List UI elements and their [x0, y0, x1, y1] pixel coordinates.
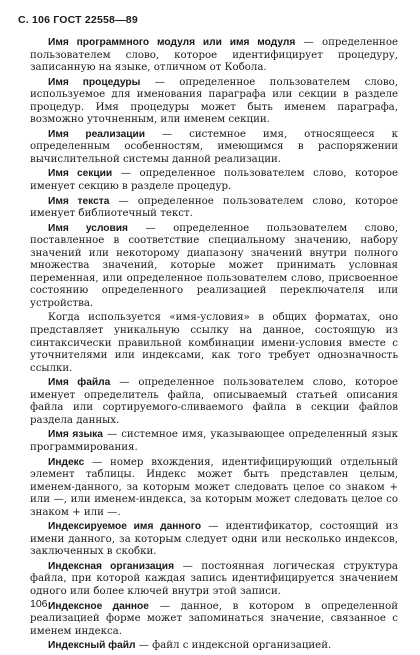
page-header: С. 106 ГОСТ 22558—89: [18, 14, 138, 26]
term: Имя секции: [48, 168, 113, 180]
definition: — системное имя, указывающее определенный язык программирования.: [30, 429, 399, 453]
entry-program-module-name: [30, 37, 398, 75]
entry-index-data-item: [30, 601, 398, 639]
definition: — постоянная логическая структура файла, при которой каждая запись идентифицируется значением одного или более ключей внутри этой записи.: [30, 560, 398, 597]
term: Индексная организация: [48, 560, 175, 572]
term: Имя реализации: [48, 128, 146, 140]
entry-section-name: [30, 168, 398, 193]
definition: — данное, в котором в определенной реализацией форме может запоминаться значение, связанное с именем индекса.: [30, 600, 398, 637]
term: Имя процедуры: [48, 76, 141, 88]
term: Имя языка: [48, 429, 103, 441]
entry-indexed-file: [30, 640, 398, 653]
definition: — определенное пользователем слово, которое именует определитель файла, описываемый статьей описания файла или сортируемого-сливаемого файла в секции файлов раздела данных.: [30, 377, 398, 426]
definition: — определенное пользователем слово, которое идентифицирует процедуру, записанную на языке, отличном от Кобола.: [30, 37, 399, 74]
definition: — определенное пользователем слово, которое именует секцию в разделе процедур.: [30, 168, 398, 193]
entry-file-name: [30, 377, 398, 427]
definition: — определенное пользователем слово, используемое для именования параграфа или секции в разделе процедур. Имя процедуры может быть именем параграфа, возможно уточненным, или именем секции.: [30, 76, 398, 126]
entry-subscript: [30, 457, 398, 520]
entry-subscripted-data-name: [30, 521, 398, 559]
entry-text-name: [30, 196, 398, 221]
definition: — номер вхождения, идентифицирующий отдельный элемент таблицы. Индекс может быть представлен целым, именем-данного, за которым может следовать целое со знаком + или —, или именем-индекса, за которым может следовать целое со знаком + или —.: [30, 456, 398, 518]
entry-implementor-name: [30, 129, 398, 167]
paragraph-condition-name-note: [30, 312, 398, 375]
entry-language-name: [30, 429, 398, 454]
term: Имя файла: [48, 377, 111, 389]
document-body: [30, 37, 398, 655]
term: Индексный файл: [48, 640, 136, 652]
entry-procedure-name: [30, 77, 398, 127]
term: Имя текста: [48, 195, 110, 207]
entry-indexed-organization: [30, 561, 398, 599]
definition: — файл с индексной организацией.: [135, 640, 332, 652]
term: Индекс: [48, 456, 85, 468]
term: Имя условия: [48, 222, 128, 234]
term: Индексное данное: [48, 600, 149, 612]
page-number: 106: [30, 598, 48, 610]
definition: — определенное пользователем слово, которое именует библиотечный текст.: [30, 195, 398, 220]
definition: — системное имя, относящееся к определенным особенностям, имеющимся в распоряжении вычислительной системы данной реализации.: [30, 128, 398, 165]
term: Индексируемое имя данного: [48, 521, 202, 533]
definition: — идентификатор, состоящий из имени данного, за которым следует одни или несколько индексов, заключенных в скобки.: [30, 521, 398, 558]
definition: Когда используется «имя-условия» в общих форматах, оно представляет уникальную ссылку на данное, состоящую из синтаксически правильной комбинации имени-условия вместе с уточнителями или индексами, как того требует однозначность ссылки.: [30, 312, 398, 374]
term: Имя программного модуля или имя модуля: [48, 37, 296, 48]
entry-condition-name: [30, 223, 398, 311]
definition: — определенное пользователем слово, поставленное в соответствие специальному значению, набору значений или некоторому диапазону значений внутри полного множества значений, которые может принимать условная переменная, или определенное пользователем слово, присвоенное состоянию определенного реализацией переключателя или устройства.: [30, 222, 399, 309]
